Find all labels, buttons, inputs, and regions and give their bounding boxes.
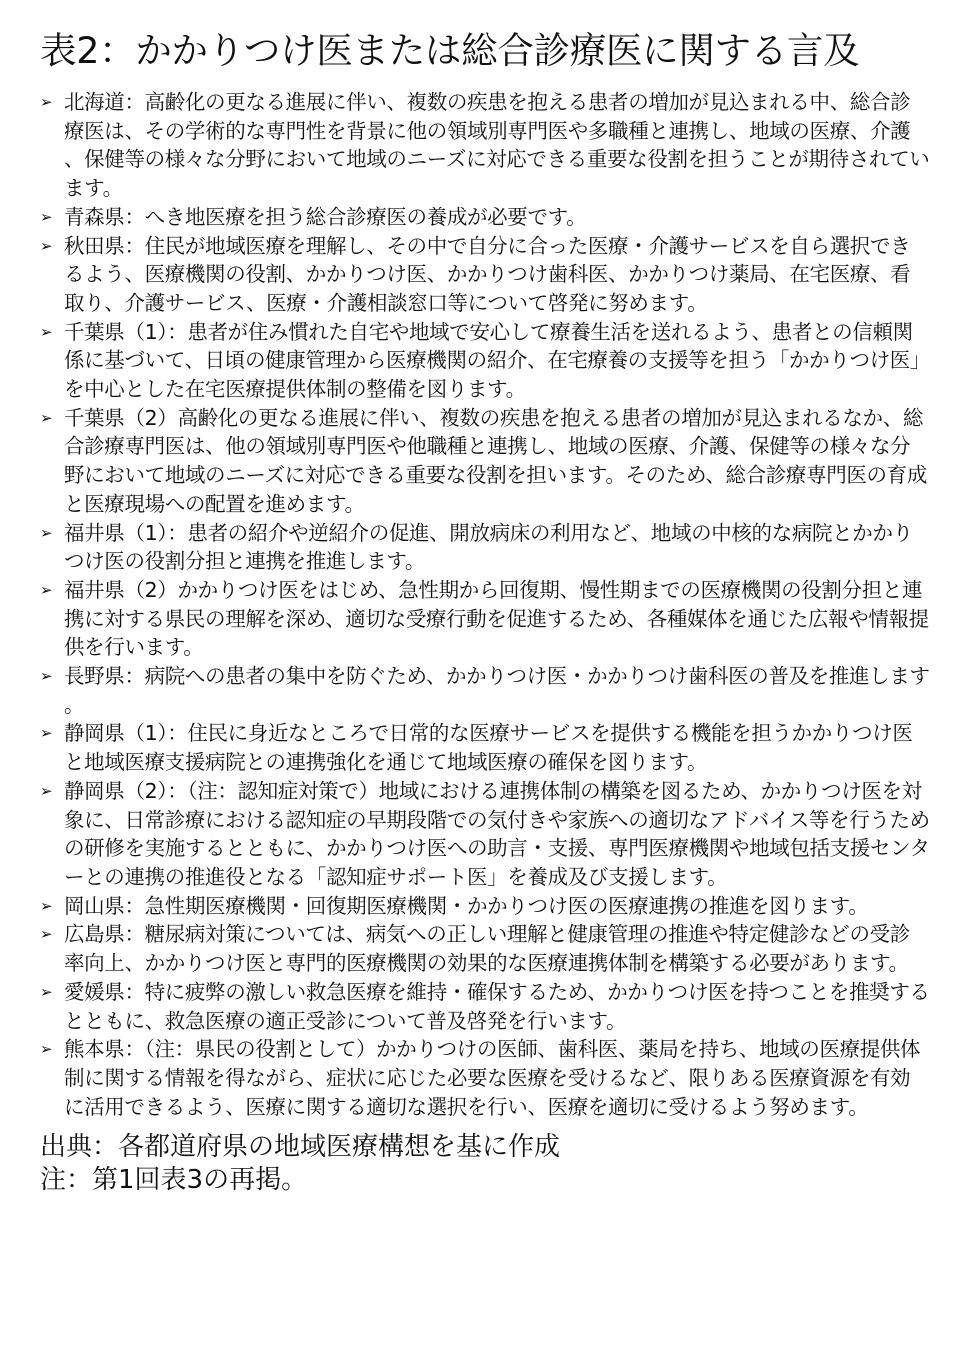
list-item	[40, 318, 930, 404]
item-text: 静岡県（2）：（注：認知症対策で）地域における連携体制の構築を図るため、かかりつけ医を対象に、日常診療における認知症の早期段階での気付きや家族への適切なアドバイス等を行うための研修を実施するとともに、かかりつけ医への助言・支援、専門医療機関や地域包括支援センターとの連携の推進役となる「認知症サポート医」を養成及び支援します。	[64, 778, 930, 889]
item-text: 岡山県：急性期医療機関・回復期医療機関・かかりつけ医の医療連携の推進を図ります。	[64, 893, 869, 918]
item-text: 千葉県（1）：患者が住み慣れた自宅や地域で安心して療養生活を送れるよう、患者との信頼関係に基づいて、日頃の健康管理から医療機関の紹介、在宅療養の支援等を担う「かかりつけ医」を中心とした在宅医療提供体制の整備を図ります。	[64, 319, 920, 402]
arrow-bullet-icon: ➢	[40, 982, 53, 1001]
item-text: 長野県：病院への患者の集中を防ぐため、かかりつけ医・かかりつけ歯科医の普及を推進します。	[64, 664, 930, 717]
arrow-bullet-icon: ➢	[40, 925, 53, 944]
list-item	[40, 576, 930, 662]
list-item	[40, 519, 930, 576]
item-text: 福井県（1）：患者の紹介や逆紹介の促進、開放病床の利用など、地域の中核的な病院とかかりつけ医の役割分担と連携を推進します。	[64, 520, 913, 574]
item-text: 秋田県：住民が地域医療を理解し、その中で自分に合った医療・介護サービスを自ら選択できるよう、医療機関の役割、かかりつけ医、かかりつけ歯科医、かかりつけ薬局、在宅医療、看取り、介護サービス、医療・介護相談窓口等について啓発に努めます。	[64, 233, 911, 315]
item-text: 静岡県（1）：住民に身近なところで日常的な医療サービスを提供する機能を担うかかりつけ医と地域医療支援病院との連携強化を通じて地域医療の確保を図ります。	[64, 721, 913, 775]
arrow-bullet-icon: ➢	[40, 781, 53, 800]
arrow-bullet-icon: ➢	[40, 896, 53, 915]
list-item	[40, 777, 930, 892]
list-item	[40, 892, 930, 921]
list-item	[40, 978, 930, 1035]
item-text: 福井県（2）かかりつけ医をはじめ、急性期から回復期、慢性期までの医療機関の役割分担と連携に対する県民の理解を深め、適切な受療行動を促進するため、各種媒体を通じた広報や情報提供を行います。	[64, 577, 929, 660]
list-item	[40, 719, 930, 776]
list-item	[40, 232, 930, 318]
source-note: 出典：各都道府県の地域医療構想を基に作成	[40, 1132, 561, 1163]
list-item	[40, 662, 930, 719]
arrow-bullet-icon: ➢	[40, 523, 53, 542]
list-item	[40, 920, 930, 977]
item-text: 北海道：高齢化の更なる進展に伴い、複数の疾患を抱える患者の増加が見込まれる中、総合診療医は、その学術的な専門性を背景に他の領域別専門医や多職種と連携し、地域の医療、介護、保健等の様々な分野において地域のニーズに対応できる重要な役割を担うことが期待されています。	[64, 90, 930, 201]
list-item	[40, 1035, 930, 1121]
page-title: 表2：かかりつけ医または総合診療医に関する言及	[40, 29, 860, 72]
footer-notes	[40, 1131, 930, 1197]
republication-note: 注：第1回表3の再掲。	[40, 1165, 308, 1196]
prefecture-mentions-list	[40, 88, 930, 1121]
list-item	[40, 404, 930, 519]
item-text: 青森県：へき地医療を担う総合診療医の養成が必要です。	[64, 204, 587, 229]
arrow-bullet-icon: ➢	[40, 580, 53, 599]
list-item	[40, 88, 930, 203]
arrow-bullet-icon: ➢	[40, 236, 53, 255]
item-text: 愛媛県：特に疲弊の激しい救急医療を維持・確保するため、かかりつけ医を持つことを推奨するとともに、救急医療の適正受診について普及啓発を行います。	[64, 979, 930, 1033]
arrow-bullet-icon: ➢	[40, 667, 53, 686]
item-text: 広島県：糖尿病対策については、病気への正しい理解と健康管理の推進や特定健診などの受診率向上、かかりつけ医と専門的医療機関の効果的な医療連携体制を構築する必要があります。	[64, 922, 910, 976]
arrow-bullet-icon: ➢	[40, 93, 53, 111]
arrow-bullet-icon: ➢	[40, 408, 53, 427]
item-text: 熊本県：（注：県民の役割として）かかりつけの医師、歯科医、薬局を持ち、地域の医療提供体制に関する情報を得ながら、症状に応じた必要な医療を受けるなど、限りある医療資源を有効に活用できるよう、医療に関する適切な選択を行い、医療を適切に受けるよう努めます。	[64, 1037, 921, 1119]
item-text: 千葉県（2）高齢化の更なる進展に伴い、複数の疾患を抱える患者の増加が見込まれるなか、総合診療専門医は、他の領域別専門医や他職種と連携し、地域の医療、介護、保健等の様々な分野において地域のニーズに対応できる重要な役割を担います。そのため、総合診療専門医の育成と医療現場への配置を進めます。	[64, 405, 927, 516]
arrow-bullet-icon: ➢	[40, 724, 53, 743]
arrow-bullet-icon: ➢	[40, 207, 53, 226]
arrow-bullet-icon: ➢	[40, 322, 53, 341]
arrow-bullet-icon: ➢	[40, 1040, 53, 1059]
list-item	[40, 203, 930, 232]
